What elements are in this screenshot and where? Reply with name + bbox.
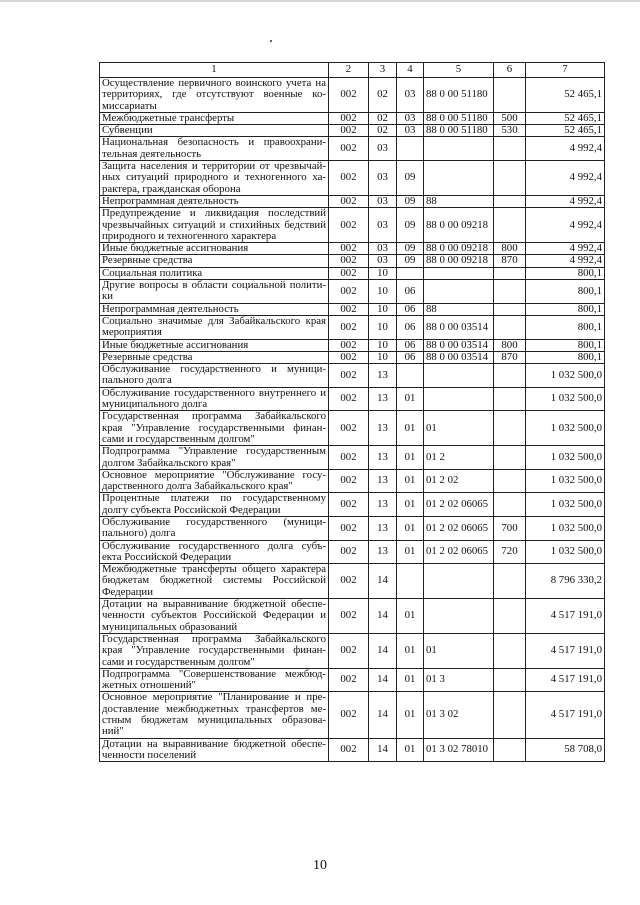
- table-row: [100, 208, 605, 243]
- item-name-cell: Национальная безопасность и правоохрани-тельная деятельность: [100, 137, 329, 161]
- page-number: 10: [313, 858, 327, 873]
- expense-type-cell: [494, 633, 526, 668]
- ministry-code-cell: 002: [329, 469, 369, 493]
- target-article-cell: 01 2: [424, 446, 494, 470]
- amount-cell: 4 992,4: [526, 208, 605, 243]
- ministry-code-cell: 002: [329, 339, 369, 351]
- expense-type-cell: [494, 208, 526, 243]
- section-code-cell: 02: [369, 125, 397, 137]
- subsection-code-cell: 01: [397, 516, 424, 540]
- item-name-cell: Основное мероприятие "Планирование и пре-доставление межбюджетных трансфертов ме-стным бюджетам муниципальных образова-ний": [100, 692, 329, 738]
- expense-type-cell: 720: [494, 540, 526, 564]
- item-name-cell: Обслуживание государственного и муници-пального долга: [100, 364, 329, 388]
- expense-type-cell: 530: [494, 125, 526, 137]
- target-article-cell: [424, 280, 494, 304]
- item-name-cell: Субвенции: [100, 125, 329, 137]
- item-name-cell: Непрограммная деятельность: [100, 303, 329, 315]
- ministry-code-cell: 002: [329, 540, 369, 564]
- col-header-6: 6: [494, 63, 526, 78]
- amount-cell: 4 992,4: [526, 161, 605, 196]
- section-code-cell: 03: [369, 161, 397, 196]
- amount-cell: 1 032 500,0: [526, 411, 605, 446]
- table-row: [100, 280, 605, 304]
- table-row: [100, 387, 605, 411]
- section-code-cell: 03: [369, 255, 397, 267]
- section-code-cell: 10: [369, 351, 397, 363]
- ministry-code-cell: 002: [329, 633, 369, 668]
- expense-type-cell: [494, 446, 526, 470]
- subsection-code-cell: [397, 364, 424, 388]
- subsection-code-cell: 01: [397, 469, 424, 493]
- target-article-cell: 88 0 00 09218: [424, 208, 494, 243]
- table-row: [100, 411, 605, 446]
- col-header-1: 1: [100, 63, 329, 78]
- amount-cell: 58 708,0: [526, 738, 605, 762]
- section-code-cell: 10: [369, 267, 397, 279]
- ministry-code-cell: 002: [329, 599, 369, 634]
- target-article-cell: 01: [424, 411, 494, 446]
- section-code-cell: 14: [369, 668, 397, 692]
- amount-cell: 52 465,1: [526, 112, 605, 124]
- item-name-cell: Другие вопросы в области социальной полити-ки: [100, 280, 329, 304]
- expense-type-cell: 700: [494, 516, 526, 540]
- item-name-cell: Межбюджетные трансферты общего характера бюджетам бюджетной системы Российской Федерации: [100, 564, 329, 599]
- ministry-code-cell: 002: [329, 692, 369, 738]
- top-scan-edge: [0, 0, 640, 2]
- col-header-3: 3: [369, 63, 397, 78]
- ministry-code-cell: 002: [329, 364, 369, 388]
- amount-cell: 4 517 191,0: [526, 599, 605, 634]
- table-row: [100, 112, 605, 124]
- expense-type-cell: 870: [494, 351, 526, 363]
- amount-cell: 1 032 500,0: [526, 387, 605, 411]
- table-row: [100, 339, 605, 351]
- section-code-cell: 10: [369, 303, 397, 315]
- section-code-cell: 14: [369, 692, 397, 738]
- subsection-code-cell: 06: [397, 351, 424, 363]
- target-article-cell: 88: [424, 303, 494, 315]
- ministry-code-cell: 002: [329, 78, 369, 113]
- item-name-cell: Социальная политика: [100, 267, 329, 279]
- ministry-code-cell: 002: [329, 351, 369, 363]
- subsection-code-cell: 03: [397, 125, 424, 137]
- col-header-2: 2: [329, 63, 369, 78]
- expense-type-cell: [494, 78, 526, 113]
- ministry-code-cell: 002: [329, 161, 369, 196]
- table-row: [100, 161, 605, 196]
- item-name-cell: Непрограммная деятельность: [100, 195, 329, 207]
- expense-type-cell: [494, 387, 526, 411]
- item-name-cell: Процентные платежи по государственному долгу субъекта Российской Федерации: [100, 493, 329, 517]
- amount-cell: 1 032 500,0: [526, 493, 605, 517]
- subsection-code-cell: 09: [397, 255, 424, 267]
- subsection-code-cell: 06: [397, 315, 424, 339]
- target-article-cell: 01 3 02 78010: [424, 738, 494, 762]
- subsection-code-cell: 01: [397, 692, 424, 738]
- ministry-code-cell: 002: [329, 303, 369, 315]
- expense-type-cell: [494, 411, 526, 446]
- table-row: [100, 633, 605, 668]
- section-code-cell: 03: [369, 137, 397, 161]
- subsection-code-cell: 01: [397, 633, 424, 668]
- expense-type-cell: 800: [494, 339, 526, 351]
- expense-type-cell: 500: [494, 112, 526, 124]
- section-code-cell: 13: [369, 469, 397, 493]
- item-name-cell: Обслуживание государственного (муници-пального) долга: [100, 516, 329, 540]
- expense-type-cell: [494, 195, 526, 207]
- amount-cell: 4 517 191,0: [526, 668, 605, 692]
- table-row: [100, 692, 605, 738]
- ministry-code-cell: 002: [329, 112, 369, 124]
- amount-cell: 1 032 500,0: [526, 446, 605, 470]
- ministry-code-cell: 002: [329, 668, 369, 692]
- subsection-code-cell: [397, 137, 424, 161]
- item-name-cell: Осуществление первичного воинского учета на территориях, где отсутствуют военные ко-миссариаты: [100, 78, 329, 113]
- subsection-code-cell: 01: [397, 446, 424, 470]
- amount-cell: 800,1: [526, 351, 605, 363]
- table-body: [100, 78, 605, 762]
- item-name-cell: Резервные средства: [100, 255, 329, 267]
- section-code-cell: 14: [369, 599, 397, 634]
- section-code-cell: 14: [369, 564, 397, 599]
- table-row: [100, 493, 605, 517]
- item-name-cell: Социально значимые для Забайкальского края мероприятия: [100, 315, 329, 339]
- expense-type-cell: [494, 364, 526, 388]
- target-article-cell: 88 0 00 51180: [424, 112, 494, 124]
- item-name-cell: Государственная программа Забайкальского края "Управление государственными финан-сами и государственным долгом": [100, 633, 329, 668]
- item-name-cell: Иные бюджетные ассигнования: [100, 339, 329, 351]
- section-code-cell: 10: [369, 315, 397, 339]
- subsection-code-cell: 01: [397, 668, 424, 692]
- item-name-cell: Основное мероприятие "Обслуживание госу-дарственного долга Забайкальского края": [100, 469, 329, 493]
- subsection-code-cell: 01: [397, 411, 424, 446]
- subsection-code-cell: [397, 564, 424, 599]
- table-row: [100, 255, 605, 267]
- subsection-code-cell: 09: [397, 161, 424, 196]
- item-name-cell: Предупреждение и ликвидация последствий чрезвычайных ситуаций и стихийных бедствий природного и техногенного характера: [100, 208, 329, 243]
- target-article-cell: 88 0 00 51180: [424, 78, 494, 113]
- ministry-code-cell: 002: [329, 446, 369, 470]
- subsection-code-cell: 06: [397, 339, 424, 351]
- expense-type-cell: [494, 315, 526, 339]
- item-name-cell: Обслуживание государственного внутреннего и муниципального долга: [100, 387, 329, 411]
- subsection-code-cell: 09: [397, 195, 424, 207]
- target-article-cell: 88 0 00 03514: [424, 315, 494, 339]
- expense-type-cell: [494, 303, 526, 315]
- amount-cell: 800,1: [526, 339, 605, 351]
- subsection-code-cell: 09: [397, 243, 424, 255]
- table-row: [100, 78, 605, 113]
- subsection-code-cell: 01: [397, 540, 424, 564]
- ministry-code-cell: 002: [329, 280, 369, 304]
- col-header-4: 4: [397, 63, 424, 78]
- amount-cell: 8 796 330,2: [526, 564, 605, 599]
- expense-type-cell: [494, 267, 526, 279]
- target-article-cell: 01 2 02 06065: [424, 540, 494, 564]
- item-name-cell: Подпрограмма "Управление государственным долгом Забайкальского края": [100, 446, 329, 470]
- header-row: [100, 63, 605, 78]
- section-code-cell: 14: [369, 633, 397, 668]
- expense-type-cell: 870: [494, 255, 526, 267]
- expense-type-cell: [494, 668, 526, 692]
- table-row: [100, 668, 605, 692]
- col-header-7: 7: [526, 63, 605, 78]
- item-name-cell: Подпрограмма "Совершенствование межбюд-жетных отношений": [100, 668, 329, 692]
- expense-type-cell: [494, 161, 526, 196]
- section-code-cell: 10: [369, 280, 397, 304]
- target-article-cell: 01 2 02: [424, 469, 494, 493]
- amount-cell: 800,1: [526, 315, 605, 339]
- table-row: [100, 516, 605, 540]
- table-row: [100, 351, 605, 363]
- target-article-cell: [424, 267, 494, 279]
- section-code-cell: 02: [369, 112, 397, 124]
- item-name-cell: Иные бюджетные ассигнования: [100, 243, 329, 255]
- section-code-cell: 13: [369, 387, 397, 411]
- target-article-cell: 88 0 00 03514: [424, 339, 494, 351]
- expense-type-cell: [494, 692, 526, 738]
- expense-type-cell: [494, 564, 526, 599]
- target-article-cell: [424, 599, 494, 634]
- amount-cell: 4 517 191,0: [526, 692, 605, 738]
- amount-cell: 800,1: [526, 303, 605, 315]
- target-article-cell: 01 2 02 06065: [424, 493, 494, 517]
- amount-cell: 4 992,4: [526, 195, 605, 207]
- table-row: [100, 315, 605, 339]
- table-row: [100, 137, 605, 161]
- col-header-5: 5: [424, 63, 494, 78]
- expense-type-cell: [494, 599, 526, 634]
- table-row: [100, 125, 605, 137]
- target-article-cell: 88 0 00 09218: [424, 243, 494, 255]
- ministry-code-cell: 002: [329, 195, 369, 207]
- section-code-cell: 13: [369, 446, 397, 470]
- subsection-code-cell: 06: [397, 303, 424, 315]
- target-article-cell: 88 0 00 51180: [424, 125, 494, 137]
- target-article-cell: 88 0 00 03514: [424, 351, 494, 363]
- table-row: [100, 540, 605, 564]
- table-row: [100, 738, 605, 762]
- amount-cell: 1 032 500,0: [526, 540, 605, 564]
- section-code-cell: 13: [369, 493, 397, 517]
- section-code-cell: 02: [369, 78, 397, 113]
- subsection-code-cell: [397, 267, 424, 279]
- amount-cell: 4 992,4: [526, 243, 605, 255]
- amount-cell: 1 032 500,0: [526, 516, 605, 540]
- ministry-code-cell: 002: [329, 387, 369, 411]
- amount-cell: 4 992,4: [526, 137, 605, 161]
- table-row: [100, 364, 605, 388]
- ministry-code-cell: 002: [329, 125, 369, 137]
- item-name-cell: Обслуживание государственного долга субъ-екта Российской Федерации: [100, 540, 329, 564]
- section-code-cell: 03: [369, 195, 397, 207]
- subsection-code-cell: 03: [397, 112, 424, 124]
- expense-type-cell: [494, 493, 526, 517]
- ministry-code-cell: 002: [329, 738, 369, 762]
- subsection-code-cell: 06: [397, 280, 424, 304]
- amount-cell: 52 465,1: [526, 125, 605, 137]
- item-name-cell: Дотации на выравнивание бюджетной обеспе-ченности поселений: [100, 738, 329, 762]
- item-name-cell: Межбюджетные трансферты: [100, 112, 329, 124]
- expense-type-cell: 800: [494, 243, 526, 255]
- target-article-cell: 01: [424, 633, 494, 668]
- item-name-cell: Государственная программа Забайкальского края "Управление государственными финан-сами и государственным долгом": [100, 411, 329, 446]
- ministry-code-cell: 002: [329, 208, 369, 243]
- ministry-code-cell: 002: [329, 516, 369, 540]
- expense-type-cell: [494, 280, 526, 304]
- ministry-code-cell: 002: [329, 493, 369, 517]
- scan-speck: [270, 40, 272, 42]
- table-row: [100, 564, 605, 599]
- subsection-code-cell: 01: [397, 387, 424, 411]
- budget-table: [99, 62, 605, 762]
- amount-cell: 1 032 500,0: [526, 364, 605, 388]
- subsection-code-cell: 03: [397, 78, 424, 113]
- target-article-cell: 01 3: [424, 668, 494, 692]
- target-article-cell: [424, 387, 494, 411]
- ministry-code-cell: 002: [329, 137, 369, 161]
- table-row: [100, 195, 605, 207]
- amount-cell: 1 032 500,0: [526, 469, 605, 493]
- subsection-code-cell: 01: [397, 493, 424, 517]
- table-row: [100, 599, 605, 634]
- table-row: [100, 446, 605, 470]
- target-article-cell: [424, 564, 494, 599]
- target-article-cell: 88: [424, 195, 494, 207]
- item-name-cell: Защита населения и территории от чрезвычай-ных ситуаций природного и техногенного ха-рактера, гражданская оборона: [100, 161, 329, 196]
- amount-cell: 4 517 191,0: [526, 633, 605, 668]
- expense-type-cell: [494, 137, 526, 161]
- subsection-code-cell: 09: [397, 208, 424, 243]
- table-row: [100, 267, 605, 279]
- subsection-code-cell: 01: [397, 738, 424, 762]
- section-code-cell: 13: [369, 516, 397, 540]
- amount-cell: 800,1: [526, 280, 605, 304]
- ministry-code-cell: 002: [329, 564, 369, 599]
- table-row: [100, 469, 605, 493]
- section-code-cell: 14: [369, 738, 397, 762]
- table-row: [100, 303, 605, 315]
- section-code-cell: 03: [369, 208, 397, 243]
- subsection-code-cell: 01: [397, 599, 424, 634]
- item-name-cell: Дотации на выравнивание бюджетной обеспе-ченности субъектов Российской Федерации и муниципальных образований: [100, 599, 329, 634]
- amount-cell: 800,1: [526, 267, 605, 279]
- amount-cell: 52 465,1: [526, 78, 605, 113]
- target-article-cell: 01 3 02: [424, 692, 494, 738]
- target-article-cell: [424, 364, 494, 388]
- ministry-code-cell: 002: [329, 255, 369, 267]
- section-code-cell: 13: [369, 411, 397, 446]
- section-code-cell: 13: [369, 540, 397, 564]
- section-code-cell: 13: [369, 364, 397, 388]
- section-code-cell: 03: [369, 243, 397, 255]
- target-article-cell: [424, 161, 494, 196]
- target-article-cell: 01 2 02 06065: [424, 516, 494, 540]
- item-name-cell: Резервные средства: [100, 351, 329, 363]
- ministry-code-cell: 002: [329, 315, 369, 339]
- ministry-code-cell: 002: [329, 243, 369, 255]
- target-article-cell: 88 0 00 09218: [424, 255, 494, 267]
- section-code-cell: 10: [369, 339, 397, 351]
- ministry-code-cell: 002: [329, 411, 369, 446]
- amount-cell: 4 992,4: [526, 255, 605, 267]
- target-article-cell: [424, 137, 494, 161]
- table-row: [100, 243, 605, 255]
- ministry-code-cell: 002: [329, 267, 369, 279]
- expense-type-cell: [494, 469, 526, 493]
- expense-type-cell: [494, 738, 526, 762]
